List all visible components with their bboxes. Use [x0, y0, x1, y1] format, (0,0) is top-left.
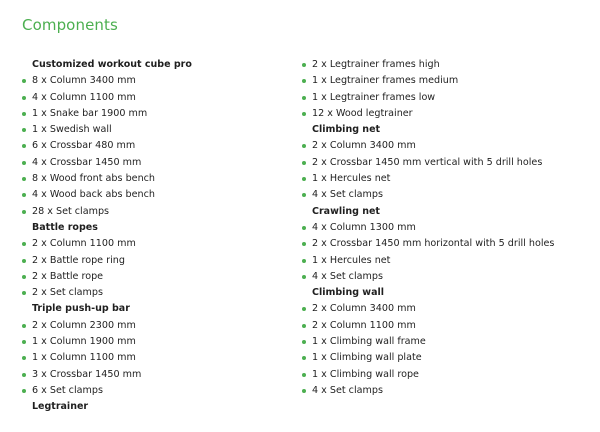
- bullet-icon: [302, 275, 306, 279]
- bullet-icon: [22, 128, 26, 132]
- section-heading: Battle ropes: [32, 221, 98, 233]
- list-item: [20, 155, 310, 171]
- bullet-icon: [302, 242, 306, 246]
- bullet-icon: [302, 226, 306, 230]
- list-item-label: 1 x Snake bar 1900 mm: [32, 107, 148, 119]
- list-item-label: 2 x Column 1100 mm: [32, 238, 136, 250]
- list-item: [20, 367, 310, 383]
- list-item: [300, 318, 590, 334]
- bullet-icon: [22, 373, 26, 377]
- list-item-label: 2 x Column 3400 mm: [312, 140, 416, 152]
- list-item-label: 4 x Set clamps: [312, 384, 383, 396]
- list-item: [300, 138, 590, 154]
- list-item: [300, 269, 590, 285]
- list-item: [20, 90, 310, 106]
- bullet-icon: [22, 193, 26, 197]
- list-item: [20, 236, 310, 252]
- bullet-icon: [22, 356, 26, 360]
- list-item-label: 12 x Wood legtrainer: [312, 107, 413, 119]
- bullet-icon: [22, 96, 26, 100]
- bullet-icon: [22, 112, 26, 116]
- bullet-icon: [302, 63, 306, 67]
- section-heading: Customized workout cube pro: [32, 59, 192, 70]
- list-item: [20, 204, 310, 220]
- list-item: [300, 187, 590, 203]
- bullet-icon: [22, 275, 26, 279]
- list-item-label: 1 x Legtrainer frames medium: [312, 75, 459, 87]
- list-item-label: 1 x Climbing wall plate: [312, 352, 422, 364]
- bullet-icon: [22, 79, 26, 83]
- list-item-label: 2 x Column 2300 mm: [32, 319, 136, 331]
- bullet-icon: [302, 112, 306, 116]
- list-item: [300, 236, 590, 252]
- list-item-label: 1 x Legtrainer frames low: [312, 91, 436, 103]
- list-item: [300, 220, 590, 236]
- list-item: [300, 155, 590, 171]
- list-item: [20, 350, 310, 366]
- list-item-label: 1 x Column 1900 mm: [32, 336, 136, 348]
- list-item: [20, 187, 310, 203]
- page-title: Components: [22, 16, 118, 34]
- bullet-icon: [22, 259, 26, 263]
- list-item-label: 1 x Climbing wall frame: [312, 336, 426, 348]
- list-item-label: 4 x Set clamps: [312, 189, 383, 201]
- bullet-icon: [302, 177, 306, 181]
- list-item-label: 4 x Wood back abs bench: [32, 189, 155, 201]
- bullet-icon: [302, 373, 306, 377]
- bullet-icon: [22, 210, 26, 214]
- list-item: [20, 106, 310, 122]
- bullet-icon: [302, 193, 306, 197]
- bullet-icon: [302, 307, 306, 311]
- bullet-icon: [22, 291, 26, 295]
- list-item: [300, 350, 590, 366]
- list-item: [20, 138, 310, 154]
- left-component-column: [20, 57, 310, 416]
- section-heading: Crawling net: [312, 205, 380, 217]
- bullet-icon: [302, 340, 306, 344]
- list-item: [20, 285, 310, 301]
- list-item: [20, 334, 310, 350]
- bullet-icon: [22, 242, 26, 246]
- list-item: [300, 171, 590, 187]
- list-item-label: 2 x Crossbar 1450 mm vertical with 5 drill holes: [312, 156, 543, 168]
- bullet-icon: [302, 96, 306, 100]
- list-item: [300, 57, 590, 73]
- bullet-icon: [302, 144, 306, 148]
- right-component-column: [300, 57, 590, 399]
- list-item: [300, 301, 590, 317]
- list-item: [20, 253, 310, 269]
- list-item-label: 1 x Hercules net: [312, 254, 391, 266]
- list-item-label: 1 x Hercules net: [312, 173, 391, 185]
- bullet-icon: [302, 324, 306, 328]
- list-item: [300, 383, 590, 399]
- list-item: [300, 73, 590, 89]
- list-item: [300, 90, 590, 106]
- bullet-icon: [22, 324, 26, 328]
- list-item-label: 6 x Crossbar 480 mm: [32, 140, 136, 152]
- list-item-label: 6 x Set clamps: [32, 384, 103, 396]
- list-item-label: 4 x Column 1100 mm: [32, 91, 136, 103]
- section-heading: Triple push-up bar: [32, 303, 130, 315]
- bullet-icon: [302, 389, 306, 393]
- list-item-label: 2 x Column 1100 mm: [312, 319, 416, 331]
- list-item: [20, 269, 310, 285]
- list-item-label: 1 x Climbing wall rope: [312, 368, 419, 380]
- section-heading: Legtrainer: [32, 401, 89, 413]
- section-heading: Climbing net: [312, 124, 381, 136]
- list-item-label: 2 x Column 3400 mm: [312, 303, 416, 315]
- list-item: [20, 318, 310, 334]
- bullet-icon: [302, 79, 306, 83]
- list-item-label: 3 x Crossbar 1450 mm: [32, 368, 142, 380]
- section-heading: Climbing wall: [312, 287, 385, 299]
- list-item-label: 2 x Battle rope: [32, 270, 104, 282]
- bullet-icon: [22, 161, 26, 165]
- list-item: [300, 334, 590, 350]
- list-item: [300, 253, 590, 269]
- list-item: [300, 367, 590, 383]
- list-item-label: 1 x Column 1100 mm: [32, 352, 136, 364]
- list-item-label: 2 x Legtrainer frames high: [312, 59, 440, 70]
- bullet-icon: [22, 144, 26, 148]
- list-item-label: 2 x Crossbar 1450 mm horizontal with 5 drill holes: [312, 238, 555, 250]
- list-item-label: 8 x Wood front abs bench: [32, 173, 155, 185]
- bullet-icon: [302, 259, 306, 263]
- list-item-label: 1 x Swedish wall: [32, 124, 112, 136]
- bullet-icon: [302, 161, 306, 165]
- list-item-label: 28 x Set clamps: [32, 205, 110, 217]
- bullet-icon: [302, 356, 306, 360]
- list-item: [20, 73, 310, 89]
- bullet-icon: [22, 177, 26, 181]
- bullet-icon: [22, 340, 26, 344]
- list-item: [300, 106, 590, 122]
- list-item-label: 2 x Battle rope ring: [32, 254, 125, 266]
- list-item: [20, 171, 310, 187]
- list-item-label: 4 x Set clamps: [312, 270, 383, 282]
- list-item: [20, 383, 310, 399]
- list-item-label: 8 x Column 3400 mm: [32, 75, 136, 87]
- list-item-label: 2 x Set clamps: [32, 287, 103, 299]
- list-item-label: 4 x Crossbar 1450 mm: [32, 156, 142, 168]
- list-item-label: 4 x Column 1300 mm: [312, 221, 416, 233]
- list-item: [20, 122, 310, 138]
- bullet-icon: [22, 389, 26, 393]
